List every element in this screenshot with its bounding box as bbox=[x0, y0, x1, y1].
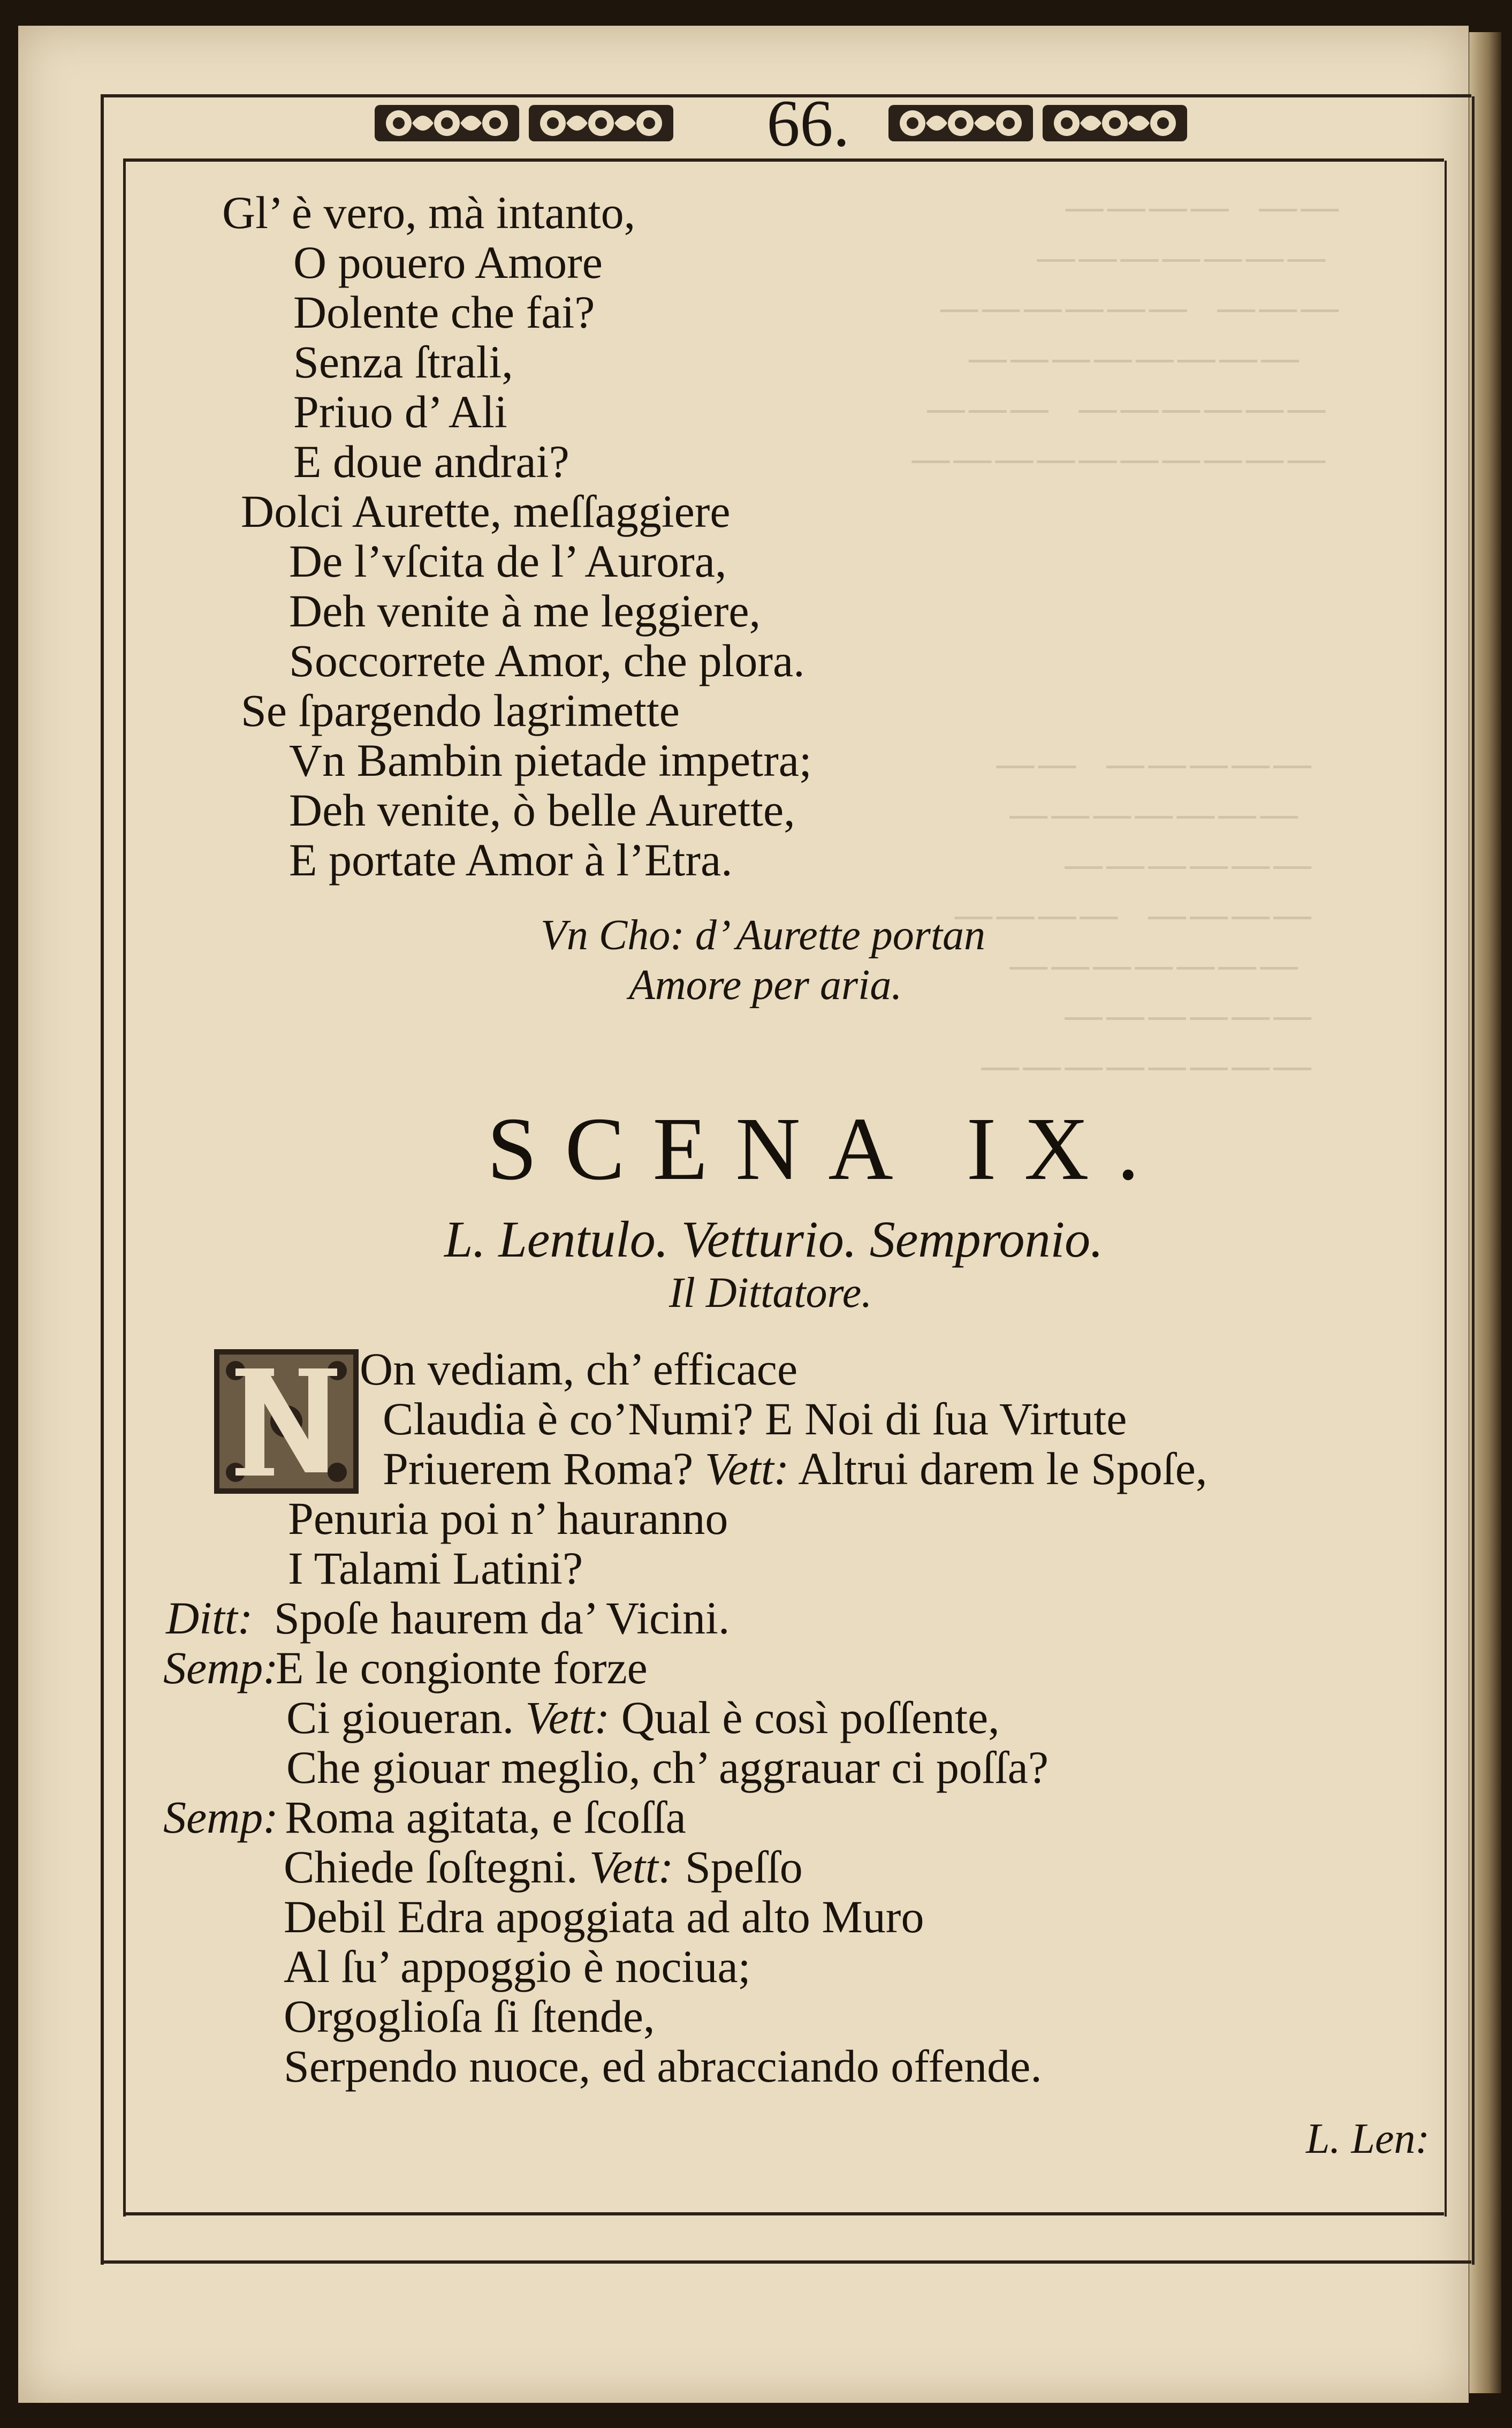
show-through-texture: —— ———— ——————— ——— —————— ———————— —————— ——— —————————— bbox=[910, 183, 1341, 483]
dialogue-line: Che giouar meglio, ch’ aggrauar ci poſſa? bbox=[286, 1742, 1048, 1793]
speaker-label: Semp: bbox=[163, 1642, 278, 1693]
dialogue-line-with-speaker bbox=[383, 1443, 1207, 1494]
dialogue-line: Serpendo nuoce, ed abracciando offende. bbox=[284, 2040, 1042, 2092]
lyric-line: Se ſpargendo lagrimette bbox=[241, 685, 680, 736]
dialogue-line: Penuria poi n’ hauranno bbox=[288, 1493, 728, 1544]
catchword: L. Len: bbox=[1306, 2115, 1430, 2162]
page-number: 66. bbox=[766, 87, 850, 160]
lyric-line: Gl’ è vero, mà intanto, bbox=[222, 187, 636, 238]
dialogue-text: Altrui darem le Spoſe, bbox=[798, 1443, 1207, 1494]
lyric-line: Senza ſtrali, bbox=[293, 336, 513, 388]
dialogue-text: Ci gioueran. bbox=[286, 1692, 514, 1743]
dialogue-text: Priuerem Roma? bbox=[383, 1443, 694, 1494]
dialogue-line: Al ſu’ appoggio è nociua; bbox=[284, 1941, 751, 1992]
speaker-label: Ditt: bbox=[166, 1592, 253, 1644]
lyric-line: Soccorrete Amor, che plora. bbox=[289, 635, 805, 686]
bottom-rule-outer bbox=[101, 2260, 1471, 2264]
lyric-line: E doue andrai? bbox=[293, 436, 569, 487]
floral-ornament-icon bbox=[1043, 97, 1187, 149]
dialogue-line: On vediam, ch’ efficace bbox=[360, 1343, 798, 1395]
dialogue-line: Orgoglioſa ſi ſtende, bbox=[284, 1991, 655, 2042]
dialogue-line-with-speaker bbox=[286, 1692, 1000, 1743]
dialogue-text: Qual è così poſſente, bbox=[621, 1692, 1000, 1743]
lyric-line: Vn Bambin pietade impetra; bbox=[289, 735, 812, 786]
header-ornament-left bbox=[375, 97, 673, 149]
floral-ornament-icon bbox=[375, 97, 519, 149]
stage-direction: Vn Cho: d’ Aurette portan bbox=[541, 912, 986, 959]
speaker-label: Vett: bbox=[589, 1841, 674, 1893]
scene-title: SCENA IX. bbox=[487, 1099, 1167, 1199]
dialogue-line: E le congionte forze bbox=[276, 1642, 648, 1693]
dialogue-line: Debil Edra apoggiata ad alto Muro bbox=[284, 1891, 924, 1942]
bottom-rule-inner bbox=[123, 2212, 1444, 2215]
dialogue-line-with-speaker bbox=[284, 1842, 803, 1892]
lyric-line: Dolci Aurette, meſſaggiere bbox=[241, 486, 731, 537]
dialogue-line: Roma agitata, e ſcoſſa bbox=[285, 1791, 686, 1843]
lyric-line: De l’vſcita de l’ Aurora, bbox=[289, 535, 727, 587]
dialogue-line: Spoſe haurem da’ Vicini. bbox=[274, 1592, 730, 1644]
decorated-initial-n-icon bbox=[214, 1349, 359, 1494]
scene-characters: L. Lentulo. Vetturio. Sempronio. bbox=[444, 1211, 1104, 1268]
stage-direction: Amore per aria. bbox=[629, 962, 902, 1009]
lyric-line: Priuo d’ Ali bbox=[293, 386, 507, 437]
dialogue-text: Speſſo bbox=[685, 1841, 803, 1893]
dialogue-line: I Talami Latini? bbox=[288, 1542, 583, 1594]
dialogue-text: Chiede ſoſtegni. bbox=[284, 1841, 578, 1893]
lyric-line: O pouero Amore bbox=[293, 237, 603, 288]
show-through-texture-2: ————— —— ——————— —————— ———— ———— ——————— —————— ———————— bbox=[953, 740, 1313, 1090]
lyric-line: E portate Amor à l’Etra. bbox=[289, 834, 733, 886]
scene-characters-2: Il Dittatore. bbox=[669, 1269, 872, 1317]
dialogue-line: Claudia è co’Numi? E Noi di ſua Virtute bbox=[383, 1393, 1127, 1444]
lyric-line: Deh venite à me leggiere, bbox=[289, 585, 761, 637]
speaker-label: Vett: bbox=[704, 1443, 789, 1494]
floral-ornament-icon bbox=[529, 97, 673, 149]
header-ornament-right bbox=[888, 97, 1187, 149]
lyric-line: Deh venite, ò belle Aurette, bbox=[289, 784, 795, 836]
speaker-label: Vett: bbox=[525, 1692, 610, 1743]
lyric-line: Dolente che fai? bbox=[293, 286, 595, 338]
floral-ornament-icon bbox=[888, 97, 1033, 149]
speaker-label: Semp: bbox=[163, 1791, 278, 1843]
